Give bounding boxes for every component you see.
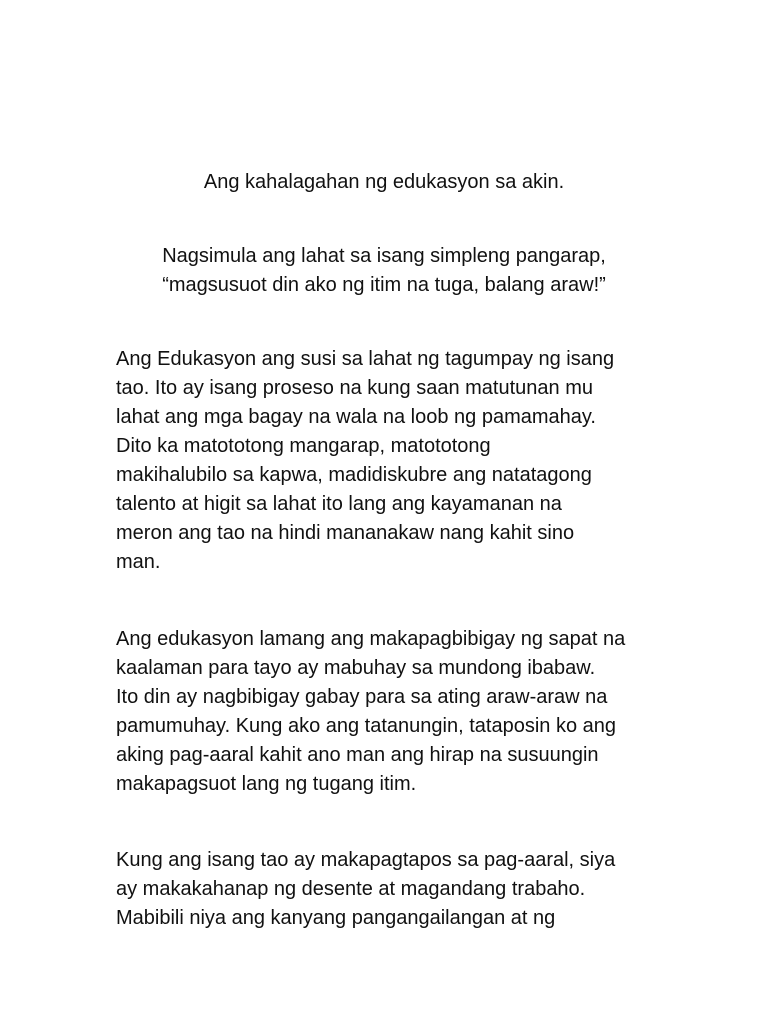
paragraph-line: ay makakahanap ng desente at magandang trabaho. xyxy=(116,878,586,900)
paragraph-line: makihalubilo sa kapwa, madidiskubre ang natatagong xyxy=(116,464,592,486)
paragraph-line: Kung ang isang tao ay makapagtapos sa pag-aaral, siya xyxy=(116,849,616,871)
paragraph-line: lahat ang mga bagay na wala na loob ng pamamahay. xyxy=(116,406,596,428)
paragraph-3 xyxy=(116,846,656,933)
document-title: Ang kahalagahan ng edukasyon sa akin. xyxy=(203,171,565,193)
paragraph-1 xyxy=(116,345,656,577)
paragraph-line: Ang Edukasyon ang susi sa lahat ng tagumpay ng isang xyxy=(116,348,615,370)
paragraph-line: Ito din ay nagbibigay gabay para sa ating araw-araw na xyxy=(116,686,608,708)
paragraph-line: Mabibili niya ang kanyang pangangailangan at ng xyxy=(116,907,556,929)
intro-quote xyxy=(0,242,768,300)
paragraph-line: man. xyxy=(116,551,161,573)
paragraph-line: meron ang tao na hindi mananakaw nang kahit sino xyxy=(116,522,575,544)
paragraph-line: Ang edukasyon lamang ang makapagbibigay ng sapat na xyxy=(116,628,626,650)
paragraph-line: Dito ka matototong mangarap, matototong xyxy=(116,435,491,457)
paragraph-line: tao. Ito ay isang proseso na kung saan matutunan mu xyxy=(116,377,593,399)
paragraph-line: makapagsuot lang ng tugang itim. xyxy=(116,773,417,795)
paragraph-2 xyxy=(116,625,656,799)
paragraph-line: kaalaman para tayo ay mabuhay sa mundong ibabaw. xyxy=(116,657,596,679)
paragraph-line: aking pag-aaral kahit ano man ang hirap na susuungin xyxy=(116,744,599,766)
intro-line: Nagsimula ang lahat sa isang simpleng pangarap, xyxy=(162,245,606,267)
paragraph-line: talento at higit sa lahat ito lang ang kayamanan na xyxy=(116,493,562,515)
intro-line: “magsusuot din ako ng itim na tuga, balang araw!” xyxy=(162,274,606,296)
paragraph-line: pamumuhay. Kung ako ang tatanungin, tataposin ko ang xyxy=(116,715,616,737)
